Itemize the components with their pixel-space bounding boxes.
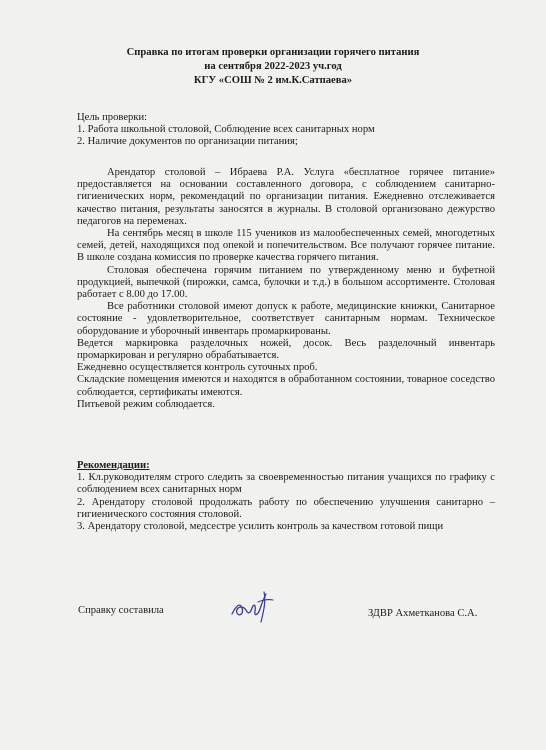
paragraph-marking: Ведется маркировка разделочных ножей, досок. Весь разделочный инвентарь промаркирован и регулярно обрабатывается. — [77, 337, 495, 362]
compiled-by-label: Справку составила — [78, 605, 164, 616]
document-period: на сентября 2022-2023 уч.год — [204, 61, 342, 72]
recommendation-item: 3. Арендатору столовой, медсестре усилить контроль за качеством готовой пищи — [77, 521, 444, 533]
paragraph-menu: Столовая обеспечена горячим питанием по утвержденному меню и буфетной продукцией, выпечкой (пирожки, самса, булочки и т.д.) в большом ассортименте. Столовая работает с 8.00 до 17.00. — [77, 264, 495, 301]
report-body — [77, 167, 495, 411]
goal-item: 2. Наличие документов по организации питания; — [77, 136, 298, 148]
recommendation-item: 1. Кл.руководителям строго следить за своевременностью питания учащихся по графику с соблюдением всех санитарных норм — [77, 472, 495, 496]
document-title: Справка по итогам проверки организации горячего питания — [126, 47, 420, 58]
goal-section — [77, 112, 495, 149]
signatory-name: ЗДВР Ахметканова С.А. — [368, 608, 478, 619]
paragraph-students: На сентябрь месяц в школе 115 учеников из малообеспеченных семей, многодетных семей, детей, находящихся под опекой и попечительством. Все получают горячее питание. В школе создана комиссия по проверке качества горячего питания. — [77, 228, 495, 264]
goal-item: 1. Работа школьной столовой, Соблюдение всех санитарных норм — [77, 124, 375, 136]
recommendation-item: 2. Арендатору столовой продолжать работу по обеспечению улучшения санитарно – гигиенического состояния столовой. — [77, 496, 495, 520]
goal-label: Цель проверки: — [77, 112, 148, 123]
school-name: КГУ «СОШ № 2 им.К.Сатпаева» — [193, 75, 353, 86]
recommendations-heading: Рекомендации: — [77, 460, 150, 471]
goal-list — [77, 124, 495, 148]
paragraph-water: Питьевой режим соблюдается. — [77, 398, 215, 410]
recommendations-section — [77, 460, 495, 533]
paragraph-canteen-tenant: Арендатор столовой – Ибраева Р.А. Услуга «бесплатное горячее питание» предоставляется на основании составленного договора, с соблюдением санитарно-гигиенических норм, рекомендаций по организации питания. Ежедневно отслеживается качество питания, результаты заносятся в журналы. В столовой организовано дежурство педагогов на переменах. — [77, 167, 495, 227]
handwritten-signature — [228, 584, 276, 626]
paragraph-staff: Все работники столовой имеют допуск к работе, медицинские книжки, Санитарное состояние - удовлетворительное, соответствует санитарным нормам. Техническое оборудование и уборочный инвентарь промаркированы. — [77, 301, 495, 337]
paragraph-storage: Складские помещения имеются и находятся в обработанном состоянии, товарное соседство соблюдается, сертификаты имеются. — [77, 374, 495, 398]
paragraph-samples: Ежедневно осуществляется контроль суточных проб. — [77, 362, 318, 374]
